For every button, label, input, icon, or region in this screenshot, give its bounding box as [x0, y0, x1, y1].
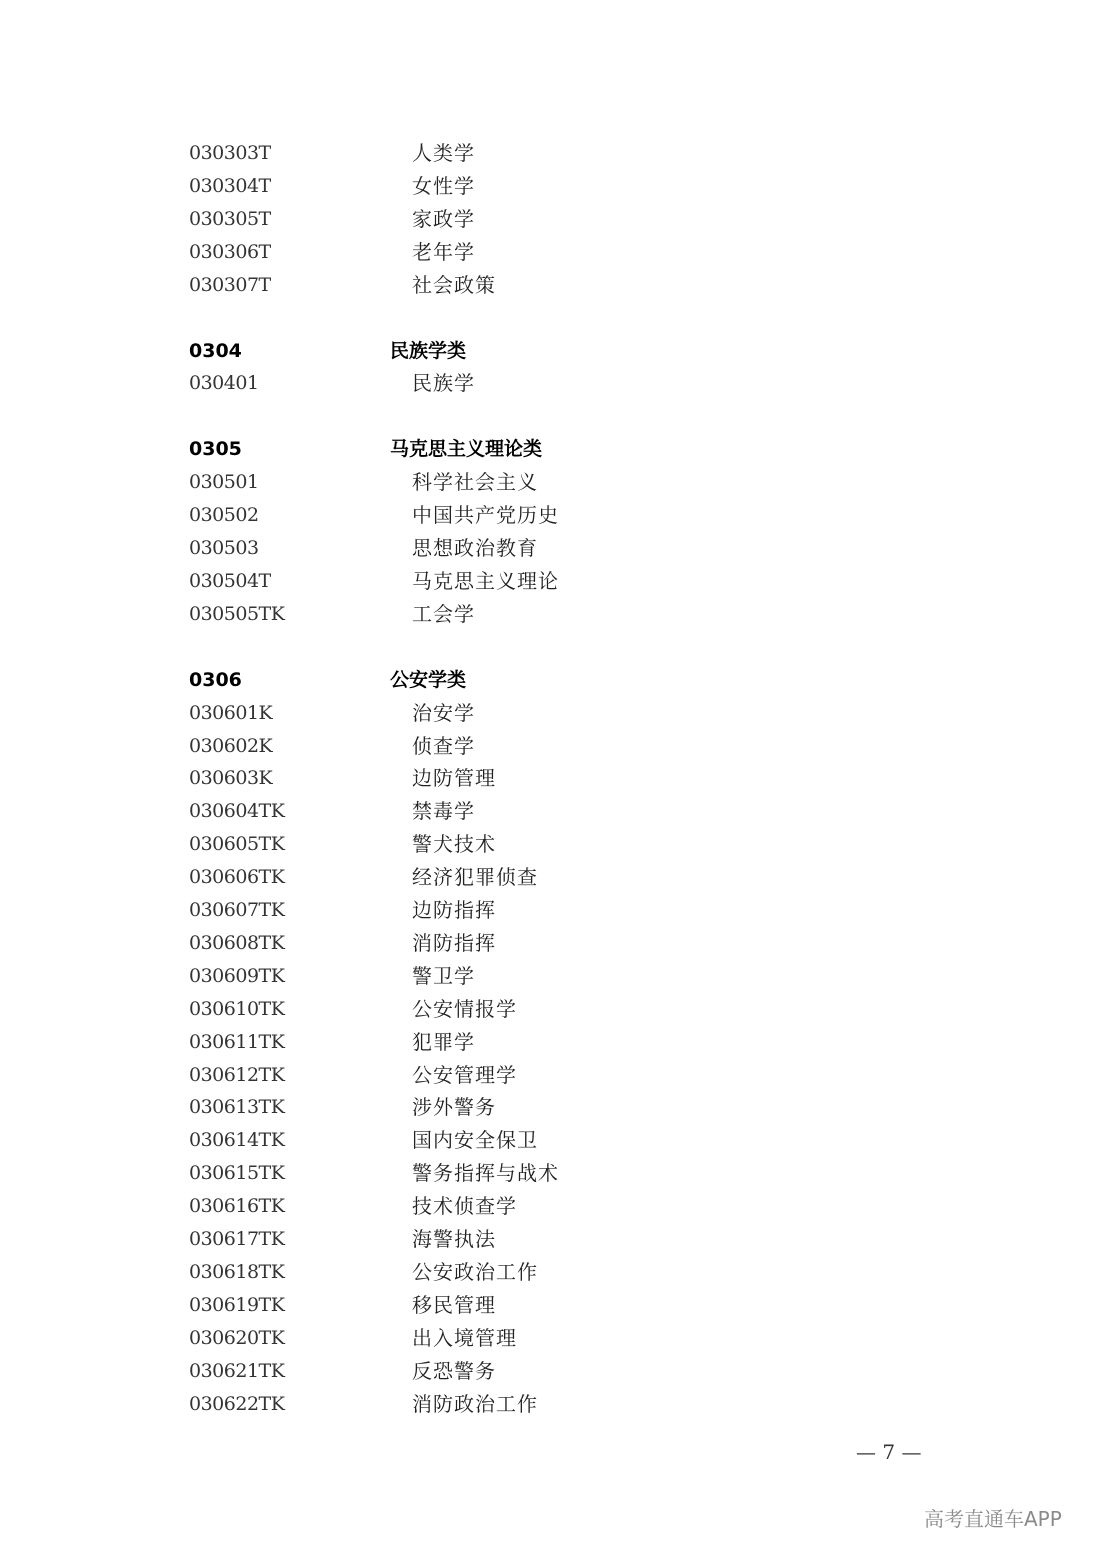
major-row — [0, 1059, 1102, 1091]
major-row — [0, 795, 1102, 827]
major-name: 人类学 — [412, 141, 475, 165]
major-name: 警务指挥与战术 — [412, 1161, 559, 1186]
major-code: 030621TK — [189, 1359, 285, 1382]
major-row — [0, 598, 1102, 630]
major-code: 030501 — [189, 471, 259, 494]
major-code: 030604TK — [189, 800, 285, 823]
major-code: 030306T — [189, 240, 271, 263]
major-name: 公安情报学 — [412, 996, 517, 1021]
major-code: 030615TK — [189, 1162, 285, 1185]
major-code: 030618TK — [189, 1260, 285, 1283]
major-code: 030305T — [189, 207, 271, 230]
major-code: 030612TK — [189, 1063, 285, 1086]
major-name: 社会政策 — [412, 272, 496, 297]
major-code: 030609TK — [189, 964, 285, 987]
major-row — [0, 532, 1102, 564]
category-name: 马克思主义理论类 — [390, 438, 543, 461]
major-name: 老年学 — [412, 239, 475, 264]
category-code: 0304 — [189, 339, 242, 362]
category-header-row — [0, 664, 1102, 696]
major-row — [0, 1157, 1102, 1189]
category-name: 民族学类 — [390, 339, 467, 362]
major-name: 公安管理学 — [412, 1062, 517, 1087]
major-code: 030602K — [189, 734, 273, 757]
major-row — [0, 367, 1102, 399]
category-header-row — [0, 433, 1102, 465]
major-name: 反恐警务 — [412, 1358, 496, 1383]
major-code: 030304T — [189, 174, 271, 197]
category-name: 公安学类 — [390, 668, 467, 691]
major-row — [0, 1026, 1102, 1058]
major-row — [0, 894, 1102, 926]
major-code: 030503 — [189, 537, 259, 559]
major-code: 030607TK — [189, 899, 285, 921]
major-row — [0, 269, 1102, 301]
major-row — [0, 137, 1102, 169]
major-code: 030611TK — [189, 1030, 285, 1053]
major-code: 030603K — [189, 767, 273, 790]
major-row — [0, 927, 1102, 959]
major-row — [0, 499, 1102, 531]
major-row — [0, 960, 1102, 992]
major-code: 030616TK — [189, 1195, 285, 1218]
major-code: 030502 — [189, 504, 259, 527]
major-name: 家政学 — [412, 206, 475, 231]
major-name: 侦查学 — [412, 733, 475, 758]
major-row — [0, 1124, 1102, 1156]
major-row — [0, 466, 1102, 498]
major-row — [0, 565, 1102, 597]
major-row — [0, 1091, 1102, 1123]
major-code: 030620TK — [189, 1326, 285, 1349]
major-row — [0, 730, 1102, 762]
major-row — [0, 1355, 1102, 1387]
category-code: 0305 — [189, 438, 242, 461]
major-code: 030307T — [189, 273, 271, 296]
major-row — [0, 762, 1102, 794]
major-name: 技术侦查学 — [412, 1194, 517, 1219]
major-code: 030303T — [189, 142, 271, 164]
major-code: 030504T — [189, 569, 271, 592]
major-code: 030613TK — [189, 1096, 285, 1119]
major-name: 民族学 — [412, 371, 475, 396]
major-row — [0, 203, 1102, 235]
major-name: 警卫学 — [412, 963, 475, 988]
major-code: 030606TK — [189, 866, 285, 889]
major-row — [0, 828, 1102, 860]
major-row — [0, 236, 1102, 268]
major-name: 马克思主义理论 — [412, 568, 559, 593]
major-name: 犯罪学 — [412, 1029, 475, 1054]
major-code: 030505TK — [189, 602, 285, 625]
major-name: 经济犯罪侦查 — [412, 865, 538, 890]
major-name: 边防指挥 — [412, 898, 496, 922]
major-name: 海警执法 — [412, 1227, 496, 1251]
major-code: 030619TK — [189, 1293, 285, 1316]
major-name: 女性学 — [412, 173, 475, 198]
major-code: 030622TK — [189, 1392, 285, 1415]
major-code: 030401 — [189, 372, 259, 395]
major-name: 思想政治教育 — [412, 536, 538, 560]
major-name: 禁毒学 — [412, 799, 475, 824]
major-row — [0, 993, 1102, 1025]
major-row — [0, 861, 1102, 893]
category-header-row — [0, 335, 1102, 367]
major-row — [0, 1289, 1102, 1321]
major-code: 030617TK — [189, 1228, 285, 1250]
major-name: 警犬技术 — [412, 832, 496, 857]
major-name: 移民管理 — [412, 1292, 496, 1317]
major-row — [0, 1223, 1102, 1255]
major-row — [0, 1256, 1102, 1288]
major-row — [0, 1388, 1102, 1420]
major-name: 国内安全保卫 — [412, 1128, 538, 1153]
major-name: 治安学 — [412, 700, 475, 725]
major-row — [0, 170, 1102, 202]
category-code: 0306 — [189, 668, 242, 691]
major-name: 工会学 — [412, 601, 475, 626]
major-name: 边防管理 — [412, 766, 496, 791]
major-code: 030614TK — [189, 1129, 285, 1152]
major-row — [0, 1190, 1102, 1222]
major-code: 030608TK — [189, 931, 285, 954]
major-name: 公安政治工作 — [412, 1259, 538, 1284]
major-name: 涉外警务 — [412, 1095, 496, 1120]
major-code: 030610TK — [189, 997, 285, 1020]
major-row — [0, 697, 1102, 729]
major-code: 030601K — [189, 701, 273, 724]
page-number: — 7 — — [856, 1440, 922, 1464]
major-name: 出入境管理 — [412, 1325, 517, 1350]
major-name: 科学社会主义 — [412, 470, 538, 495]
major-code: 030605TK — [189, 833, 285, 856]
major-row — [0, 1322, 1102, 1354]
major-name: 消防指挥 — [412, 930, 496, 955]
major-name: 消防政治工作 — [412, 1391, 538, 1416]
watermark: 高考直通车APP — [924, 1507, 1062, 1531]
major-name: 中国共产党历史 — [412, 503, 559, 528]
